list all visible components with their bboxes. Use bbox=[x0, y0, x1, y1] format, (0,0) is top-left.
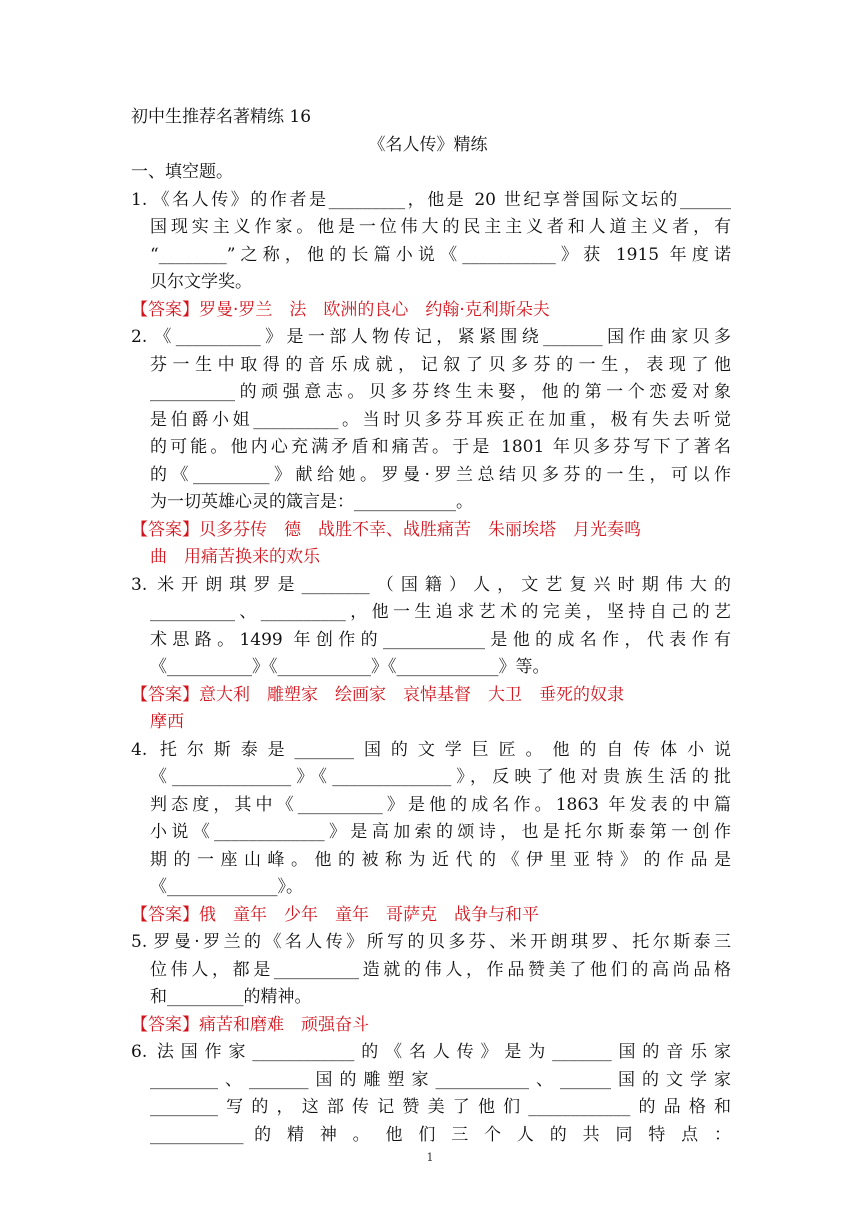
question-text: ________、_______国的雕塑家___________、______国的文学家 bbox=[150, 1069, 731, 1090]
question-3 bbox=[131, 572, 731, 737]
question-number: 6. bbox=[131, 1042, 148, 1062]
answer-text: 摩西 bbox=[150, 712, 184, 732]
answer-label: 【答案】 bbox=[131, 299, 199, 320]
question-text: 判态度，其中《__________》是他的成名作。1863 年发表的中篇 bbox=[150, 794, 731, 815]
answer-text: 意大利 雕塑家 绘画家 哀悼基督 大卫 垂死的奴隶 bbox=[199, 684, 624, 705]
section-heading: 一、填空题。 bbox=[131, 162, 233, 182]
question-text: ________写的，这部传记赞美了他们____________的品格和 bbox=[150, 1097, 731, 1117]
document-body bbox=[131, 104, 731, 1149]
question-text: 国现实主义作家。他是一位伟大的民主主义者和人道主义者，有 bbox=[150, 217, 731, 237]
question-text: 芬一生中取得的音乐成就，记叙了贝多芬的一生，表现了他 bbox=[150, 354, 731, 375]
question-text: 是伯爵小姐__________。当时贝多芬耳疾正在加重，极有失去听觉 bbox=[150, 409, 731, 430]
question-text: ___________ 的 精 神 。 他 们 三 个 人 的 共 同 特 点 ： bbox=[150, 1124, 731, 1145]
question-text: 罗曼·罗兰的《名人传》所写的贝多芬、米开朗琪罗、托尔斯泰三 bbox=[150, 932, 731, 952]
question-text: 术思路。1499 年创作的____________是他的成名作，代表作有 bbox=[150, 629, 731, 650]
answer-line bbox=[131, 1012, 731, 1040]
question-text: __________、__________，他一生追求艺术的完美，坚持自己的艺 bbox=[150, 602, 731, 622]
answer-text: 贝多芬传 德 战胜不幸、战胜痛苦 朱丽埃塔 月光奏鸣 bbox=[199, 519, 641, 540]
series-title: 初中生推荐名著精练 16 bbox=[131, 107, 312, 127]
answer-text: 罗曼·罗兰 法 欧洲的良心 约翰·克利斯朵夫 bbox=[199, 299, 550, 320]
question-text: 托尔斯泰是_______国的文学巨匠。他的自传体小说 bbox=[150, 739, 731, 760]
answer-line bbox=[131, 517, 731, 545]
answer-line bbox=[131, 297, 731, 325]
question-4 bbox=[131, 737, 731, 930]
question-6 bbox=[131, 1039, 731, 1149]
page-number: 1 bbox=[426, 1151, 434, 1164]
question-text: 《__________》《___________》《____________》等。 bbox=[150, 657, 550, 677]
answer-line bbox=[131, 902, 731, 930]
document-title: 《名人传》精练 bbox=[368, 134, 488, 155]
answer-label: 【答案】 bbox=[131, 1014, 199, 1035]
question-text: 和_________的精神。 bbox=[150, 987, 312, 1007]
question-text: 贝尔文学奖。 bbox=[150, 272, 252, 292]
answer-label: 【答案】 bbox=[131, 904, 199, 925]
question-text: 《______________》《______________》，反映了他对贵族生活的批 bbox=[150, 767, 731, 787]
question-text: 的《_________》献给她。罗曼·罗兰总结贝多芬的一生，可以作 bbox=[150, 464, 731, 485]
answer-line bbox=[131, 682, 731, 710]
question-text: 米开朗琪罗是________（国籍）人，文艺复兴时期伟大的 bbox=[150, 574, 731, 595]
question-2 bbox=[131, 324, 731, 572]
question-text: 小说《_____________》是高加索的颂诗，也是托尔斯泰第一创作 bbox=[150, 822, 731, 842]
question-number: 3. bbox=[131, 574, 148, 595]
question-number: 4. bbox=[131, 739, 148, 760]
question-text: 法国作家____________的《名人传》是为_______国的音乐家 bbox=[150, 1042, 731, 1062]
question-number: 1. bbox=[131, 189, 148, 210]
question-text: 的可能。他内心充满矛盾和痛苦。于是 1801 年贝多芬写下了著名 bbox=[150, 437, 731, 457]
question-1 bbox=[131, 187, 731, 325]
question-number: 2. bbox=[131, 327, 148, 347]
question-5 bbox=[131, 929, 731, 1039]
question-text: 期的一座山峰。他的被称为近代的《伊里亚特》的作品是 bbox=[150, 849, 731, 870]
answer-text: 曲 用痛苦换来的欢乐 bbox=[150, 547, 320, 567]
answer-label: 【答案】 bbox=[131, 519, 199, 540]
question-text: 位伟人，都是__________造就的伟人，作品赞美了他们的高尚品格 bbox=[150, 959, 731, 980]
question-text: 为一切英雄心灵的箴言是：____________。 bbox=[150, 492, 473, 512]
question-text: 《_____________》。 bbox=[150, 877, 303, 897]
question-text: “________”之称，他的长篇小说《___________》获 1915 年度诺 bbox=[150, 244, 731, 265]
answer-text: 痛苦和磨难 顽强奋斗 bbox=[199, 1014, 369, 1035]
answer-text: 俄 童年 少年 童年 哥萨克 战争与和平 bbox=[199, 904, 539, 925]
answer-label: 【答案】 bbox=[131, 684, 199, 705]
question-text: 《名人传》的作者是_________，他是 20 世纪享誉国际文坛的______ bbox=[150, 189, 731, 210]
question-number: 5. bbox=[131, 932, 148, 952]
question-text: __________的顽强意志。贝多芬终生未娶，他的第一个恋爱对象 bbox=[150, 382, 731, 402]
question-text: 《__________》是一部人物传记，紧紧围绕_______国作曲家贝多 bbox=[150, 327, 731, 347]
